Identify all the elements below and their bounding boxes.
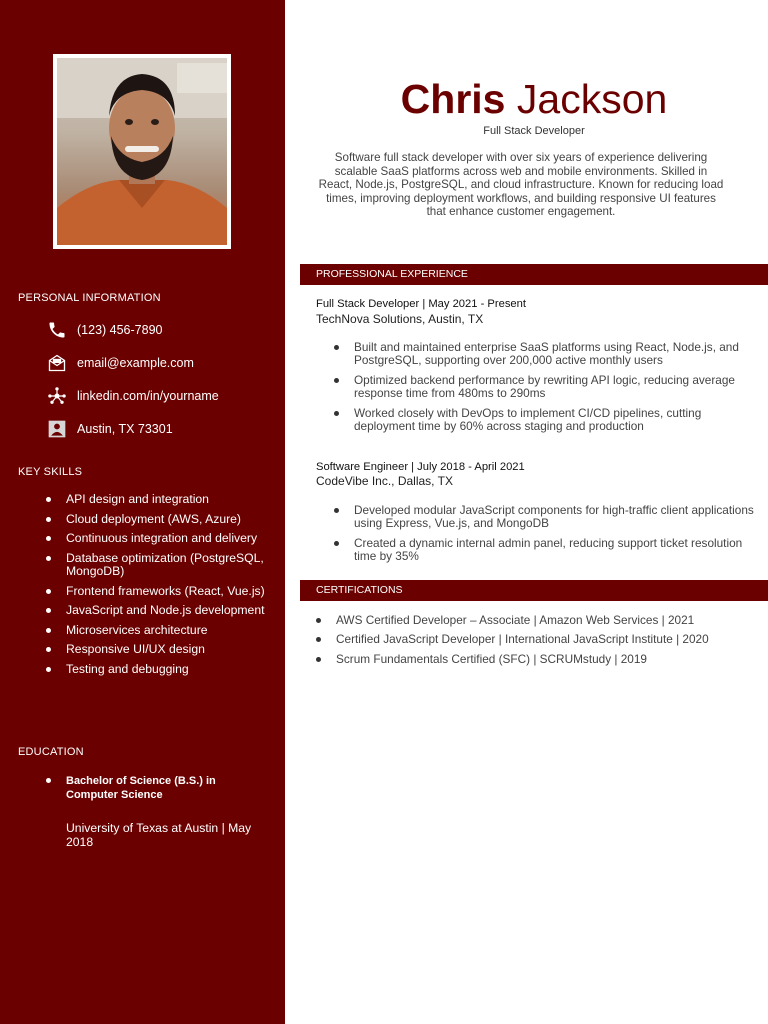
education-school: University of Texas at Austin | May 2018 [66,821,252,849]
job-bullets [334,504,754,570]
experience-heading: PROFESSIONAL EXPERIENCE [300,264,768,285]
location-text: Austin, TX 73301 [77,422,173,436]
contact-linkedin [46,385,219,407]
certification-item: AWS Certified Developer – Associate | Amazon Web Services | 2021 [316,614,746,627]
last-name: Jackson [516,76,668,122]
email-text: email@example.com [77,356,194,370]
job-title: Full Stack Developer | May 2021 - Present [316,298,526,310]
contact-email [46,352,194,374]
location-icon [46,418,68,440]
job-bullet: Created a dynamic internal admin panel, reducing support ticket resolution time by 35% [334,537,754,564]
candidate-name [300,76,768,123]
sidebar [0,0,285,1024]
contact-location [46,418,173,440]
linkedin-icon [46,385,68,407]
certifications-list [316,614,746,672]
job-bullet: Worked closely with DevOps to implement CI/CD pipelines, cutting deployment time by 60% across staging and production [334,407,754,434]
skill-item: JavaScript and Node.js development [46,604,276,618]
job-company: CodeVibe Inc., Dallas, TX [316,474,453,488]
skill-item: Microservices architecture [46,624,276,638]
skill-item: Cloud deployment (AWS, Azure) [46,513,276,527]
skill-item: Frontend frameworks (React, Vue.js) [46,585,276,599]
phone-icon [46,319,68,341]
skill-item: Responsive UI/UX design [46,643,276,657]
job-bullet: Developed modular JavaScript components for high-traffic client applications using Express, Vue.js, and MongoDB [334,504,754,531]
contact-phone [46,319,162,341]
education-entry [46,774,266,849]
job-bullet: Optimized backend performance by rewriting API logic, reducing average response time from 480ms to 290ms [334,374,754,401]
skill-item: Database optimization (PostgreSQL, MongoDB) [46,552,276,579]
profile-photo-frame [53,54,231,249]
candidate-role: Full Stack Developer [483,125,585,137]
job-bullets [334,341,754,439]
education-heading: EDUCATION [18,746,84,758]
education-degree: Bachelor of Science (B.S.) in Computer Science [46,774,266,802]
email-icon [46,352,68,374]
skill-item: Testing and debugging [46,663,276,677]
certification-item: Scrum Fundamentals Certified (SFC) | SCRUMstudy | 2019 [316,653,746,666]
first-name: Chris [400,76,506,122]
key-skills-heading: KEY SKILLS [18,466,83,478]
skill-item: API design and integration [46,493,276,507]
personal-info-heading: PERSONAL INFORMATION [18,292,161,304]
skills-list [46,493,276,682]
job-company: TechNova Solutions, Austin, TX [316,312,484,326]
job-bullet: Built and maintained enterprise SaaS platforms using React, Node.js, and PostgreSQL, supporting over 200,000 active monthly users [334,341,754,368]
certification-item: Certified JavaScript Developer | International JavaScript Institute | 2020 [316,633,746,646]
profile-summary: Software full stack developer with over six years of experience delivering scalable SaaS platforms across web and mobile environments. Skilled in React, Node.js, PostgreSQL, and cloud infrastructure. Known for reducing load times, improving deployment workflows, and building responsive UI features that enhance customer engagement. [318,151,724,219]
job-title: Software Engineer | July 2018 - April 2021 [316,461,525,473]
phone-text: (123) 456-7890 [77,323,163,337]
profile-photo [57,58,227,245]
linkedin-text: linkedin.com/in/yourname [77,389,219,403]
skill-item: Continuous integration and delivery [46,532,276,546]
certifications-heading: CERTIFICATIONS [300,580,768,601]
